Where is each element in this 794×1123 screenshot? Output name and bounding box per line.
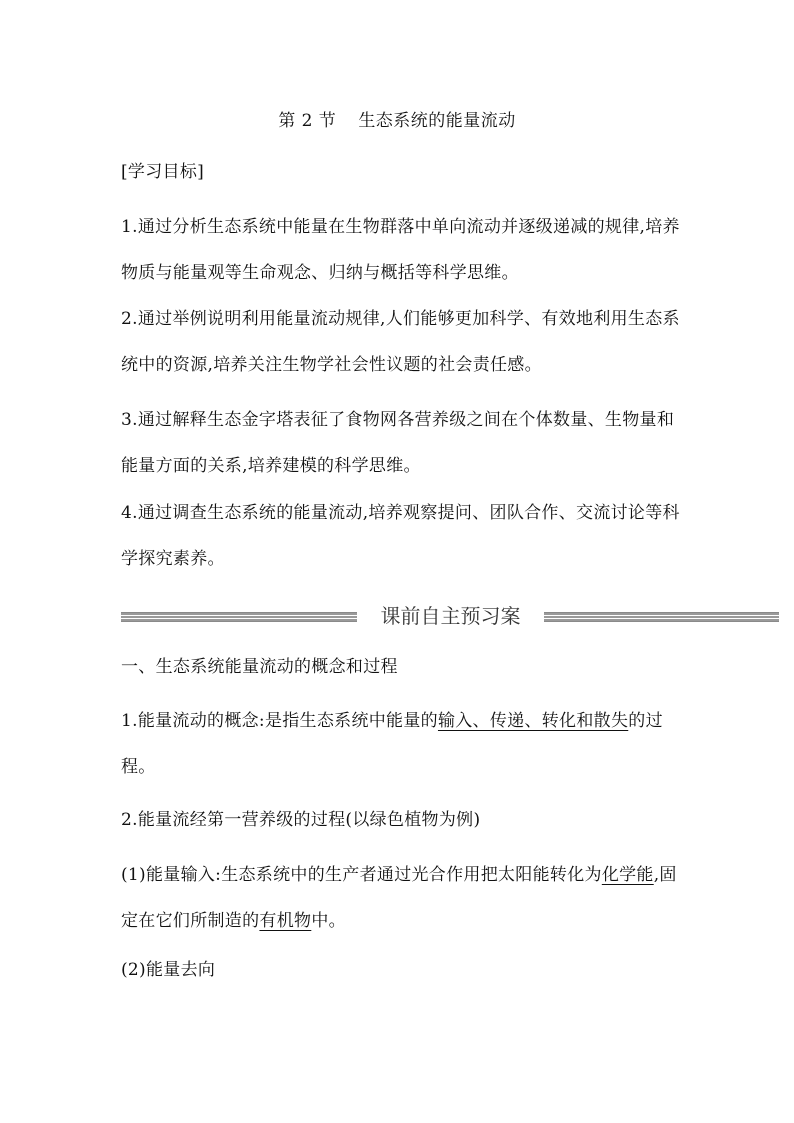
- input-answer-2: 有机物: [259, 911, 312, 931]
- banner-label: 课前自主预习案: [380, 604, 521, 628]
- energy-input-paragraph: [121, 852, 681, 944]
- section-number: 第 2 节: [278, 111, 337, 131]
- destination-heading: (2)能量去向: [121, 960, 216, 980]
- process-heading: 2.能量流经第一营养级的过程(以绿色植物为例): [121, 810, 481, 830]
- objective-item-2: 2.通过举例说明利用能量流动规律,人们能够更加科学、有效地利用生态系统中的资源,培养关注生物学社会性议题的社会责任感。: [121, 309, 680, 375]
- input-middle: ,固定在它们所制造的: [121, 865, 677, 931]
- input-suffix: 中。: [311, 911, 346, 931]
- banner-rule-left: [121, 612, 357, 622]
- concept-prefix: 1.能量流动的概念:是指生态系统中能量的: [121, 711, 438, 731]
- banner-rule-right: [544, 612, 779, 622]
- objective-item-4: 4.通过调查生态系统的能量流动,培养观察提问、团队合作、交流讨论等科学探究素养。: [121, 503, 680, 569]
- objective-item-3: 3.通过解释生态金字塔表征了食物网各营养级之间在个体数量、生物量和能量方面的关系,培养建模的科学思维。: [121, 410, 675, 476]
- section-banner: [121, 598, 779, 634]
- concept-answer: 输入、传递、转化和散失: [437, 711, 629, 731]
- concept-paragraph: [121, 698, 681, 790]
- section-title-text: 生态系统的能量流动: [358, 111, 516, 131]
- objective-item-1: 1.通过分析生态系统中能量在生物群落中单向流动并逐级递减的规律,培养物质与能量观等生命观念、归纳与概括等科学思维。: [121, 217, 680, 283]
- section1-heading: 一、生态系统能量流动的概念和过程: [121, 657, 398, 677]
- section-title: [0, 106, 794, 131]
- concept-suffix: 的过程。: [121, 711, 663, 777]
- objectives-heading: [学习目标]: [121, 162, 205, 182]
- input-prefix: (1)能量输入:生态系统中的生产者通过光合作用把太阳能转化为: [121, 865, 602, 885]
- input-answer-1: 化学能: [601, 865, 654, 885]
